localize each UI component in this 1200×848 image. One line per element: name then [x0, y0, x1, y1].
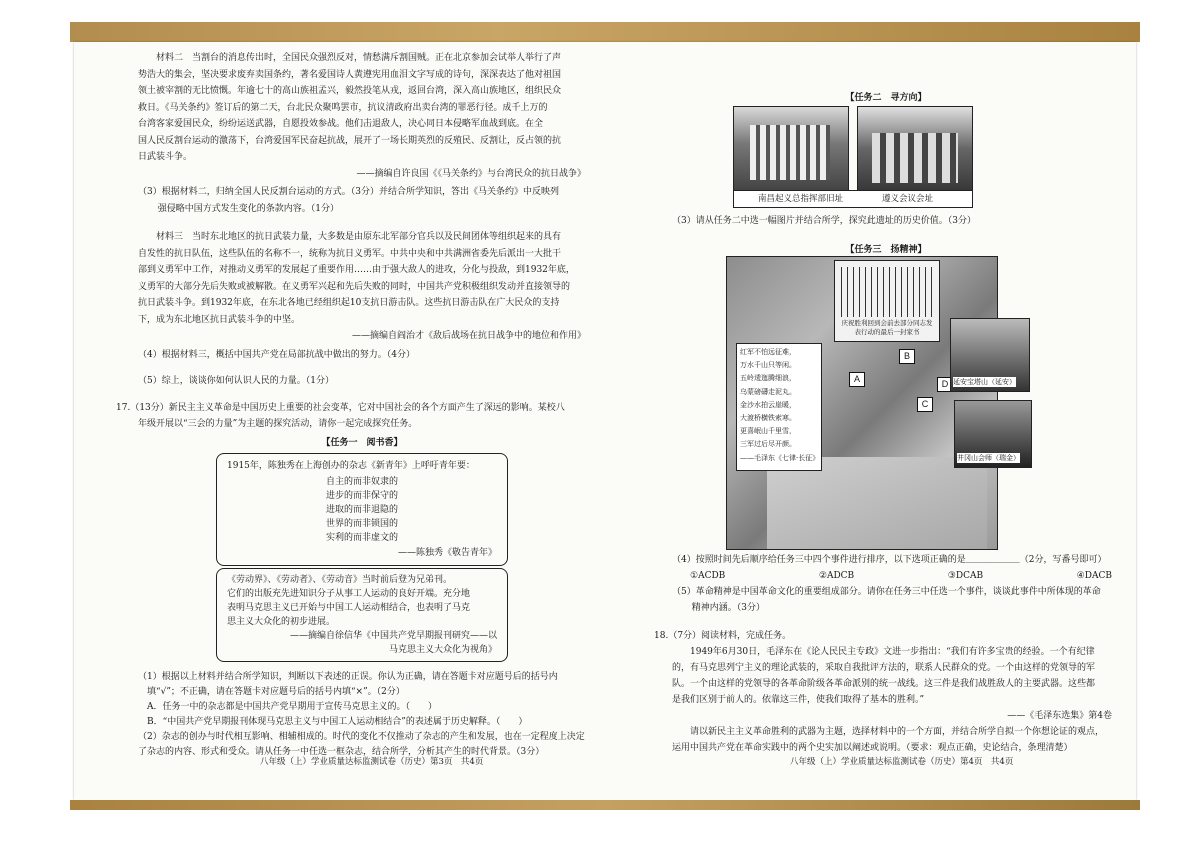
option-1[interactable]: ①ACDB — [690, 571, 726, 581]
question-5-right: （5）革命精神是中国革命文化的重要组成部分。请你在任务三中任选一个事件，谈谈此事件中所体现的革命 — [672, 587, 1101, 597]
question-4: （4）根据材料三，概括中国共产党在局部抗战中做出的努力。（4分） — [138, 349, 415, 360]
poem-line: 万水千山只等闲。 — [740, 361, 796, 370]
material-3-line: 义勇军的大部分先后失败或被解散。在义勇军兴起和先后失败的同时，中国共产党积极组织发动并直接领导的 — [138, 281, 571, 292]
material-2-line: 势浩大的集会，坚决要求废弃卖国条约，著名爱国诗人黄遵宪用血泪文字写成的诗句，深深表达了他对祖国 — [138, 69, 562, 80]
photo-caption: 南昌起义总指挥部旧址 — [758, 194, 844, 204]
right-page-footer: 八年级（上）学业质量达标监测试卷（历史）第4页 共4页 — [790, 757, 1014, 767]
question-18-task: 运用中国共产党在革命实践中的两个史实加以阐述或说明。（要求：观点正确，史论结合，条理清楚） — [672, 743, 1073, 753]
poem-line: 乌蒙磅礴走泥丸。 — [740, 387, 796, 396]
poem-line: 五岭逶迤腾细浪， — [740, 374, 796, 383]
desk-top-edge — [70, 22, 1140, 42]
question-line: A．任务一中的杂志都是中国共产党早期用于宣传马克思主义的。（ ） — [147, 702, 438, 712]
option-3[interactable]: ③DCAB — [947, 571, 984, 581]
material-18 — [672, 644, 1112, 724]
photo-zunyi-meeting-site — [857, 106, 973, 200]
photo-nanchang-uprising-hq — [733, 106, 849, 200]
question-18-task: 请以新民主主义革命胜利的武器为主题，选择材料中的一个方面，并结合所学自拟一个你想论证的观点， — [690, 727, 1105, 737]
material-18-line: 队。一个由这样的党领导的各革命阶级各革命派别的统一战线。这三件是我们战胜敌人的主要武器。这些都 — [672, 679, 1096, 689]
question-5: （5）综上，谈谈你如何认识人民的力量。（1分） — [138, 376, 334, 386]
left-page — [116, 50, 586, 760]
quote-source: ——陈独秀《敬告青年》 — [397, 547, 497, 558]
question-5-right: 精神内涵。（3分） — [691, 603, 766, 613]
map-marker-b: B — [899, 349, 915, 364]
quote-source: 马克思主义大众化为视角》 — [388, 645, 497, 655]
material-2-line: 台湾客家爱国民众，纷纷运送武器，自愿投效参战。他们击退敌人，决心同日本侵略军血战到底。在全 — [138, 119, 544, 129]
right-page-lower — [654, 552, 1112, 756]
poem-line: 更喜岷山千里雪， — [740, 427, 796, 436]
question-3 — [138, 184, 586, 217]
quote-line: 自主的而非奴隶的 — [325, 476, 398, 487]
task-3-title: 【任务三 扬精神】 — [845, 245, 927, 255]
quote-line: 进取的而非退隐的 — [325, 504, 398, 515]
photo-caption-bar — [733, 190, 973, 208]
quote-line: 《劳动界》、《劳动者》、《劳动音》当时前后登为兄弟刊。 — [227, 575, 453, 585]
question-17-1 — [138, 670, 586, 730]
question-line: B．“中国共产党早期报刊体现马克思主义与中国工人运动相结合”的表述属于历史解释。（ ） — [147, 717, 528, 727]
question-3-right: （3）请从任务二中选一幅图片并结合所学，探究此遗址的历史价值。（3分） — [672, 216, 976, 226]
family-letter-document — [834, 260, 940, 342]
quote-line: 实利的而非虚文的 — [325, 532, 398, 543]
material-3-source: ——摘编自阎治才《敌后战场在抗日战争中的地位和作用》 — [351, 331, 586, 341]
photo-jinggangshan-meeting — [954, 400, 1032, 468]
question-line: 了杂志的内容、形式和受众。请从任务一中任选一框杂志，结合所学，分析其产生的时代背景。（3分） — [138, 747, 545, 757]
answer-options — [672, 568, 1112, 584]
poem-line: 三军过后尽开颜。 — [740, 440, 796, 449]
photo-yanan-pagoda — [950, 318, 1030, 392]
material-18-line: 1949年6月30日，毛泽东在《论人民民主专政》文进一步指出：“我们有许多宝贵的经验。一个有纪律 — [690, 647, 1095, 657]
quote-line: 思主义大众化的初步进展。 — [227, 617, 336, 627]
material-3-line: 自发性的抗日队伍，这些队伍的名称不一，统称为抗日义勇军。中共中央和中共满洲省委先后派出一大批干 — [138, 248, 562, 259]
material-2-line: 救日。《马关条约》签订后的第二天，台北民众聚鸣罢市，抗议清政府出卖台湾的罪恶行径。成千上万的 — [138, 102, 548, 113]
material-2 — [138, 50, 586, 182]
quote-box-head: 1915年，陈独秀在上海创办的杂志《新青年》上呼吁青年要： — [227, 461, 475, 471]
question-line: （1）根据以上材料并结合所学知识，判断以下表述的正误。你认为正确，请在答题卡对应题号后的括号内 — [138, 672, 558, 682]
poem-line: 红军不怕远征难， — [740, 348, 796, 356]
task-1-title: 【任务一 阅书香】 — [321, 437, 403, 448]
building-facade-graphic — [872, 133, 958, 183]
material-18-line: 是我们区别于前人的。依靠这三件，使我们取得了基本的胜利。” — [672, 695, 925, 705]
option-2[interactable]: ②ADCB — [818, 571, 855, 581]
question-line: （3）根据材料二，归纳全国人民反割台运动的方式。（3分）并结合所学知识，答出《马关条约》中反映列 — [138, 187, 559, 197]
material-2-line: 领土被宰割的无比愤慨。年逾七十的高山族祖孟兴，毅然投笔从戎，返回台湾，深入高山族地区，组织民众 — [138, 86, 562, 96]
map-marker-a: A — [849, 372, 865, 387]
quote-line: 表明马克思主义已开始与中国工人运动相结合，也表明了马克 — [227, 603, 471, 613]
material-18-source: ——《毛泽东选集》第4卷 — [1007, 711, 1112, 721]
material-2-line: 日武装斗争。 — [138, 152, 193, 162]
question-17 — [116, 400, 586, 433]
quote-box-new-youth — [216, 453, 508, 566]
quote-line: 世界的而非锁国的 — [325, 518, 398, 529]
desk-bottom-edge — [70, 800, 1140, 810]
left-page-footer: 八年级（上）学业质量达标监测试卷（历史）第3页 共4页 — [260, 757, 484, 767]
option-4[interactable]: ④DACB — [1076, 571, 1112, 581]
material-18-line: 的，有马克思列宁主义的理论武装的，采取自我批评方法的，联系人民群众的党。一个由这样的党领导的军 — [672, 663, 1096, 673]
handwriting-graphic — [841, 267, 933, 317]
photo-caption: 延安宝塔山（延安） — [953, 378, 1016, 386]
material-2-line: 材料二 当割台的消息传出时，全国民众强烈反对，情愁满斥割国贼。正在北京参加会试举人举行了声 — [156, 53, 562, 63]
material-2-source: ——摘编自许良国《《马关条约》与台湾民众的抗日战争》 — [356, 168, 586, 179]
document-caption: 庆祝胜利回到会前去部分同志发表行动的最后一封家书 — [841, 319, 933, 336]
long-march-poem-box — [736, 343, 822, 471]
photo-caption: 遵义会议会址 — [882, 194, 934, 204]
quote-line: 进步的而非保守的 — [325, 490, 398, 501]
question-17-line: 年级开展以“三会的力量”为主题的探究活动，请你一起完成探究任务。 — [138, 419, 418, 429]
map-marker-d: D — [937, 377, 953, 392]
question-17-line: 17.（13分）新民主主义革命是中国历史上重要的社会变革，它对中国社会的各个方面产生了深远的影响。某校八 — [116, 402, 565, 413]
quote-source: ——摘编自徐信华《中国共产党早期报刊研究——以 — [289, 631, 497, 641]
building-facade-graphic — [750, 125, 830, 180]
poem-line: ——毛泽东《七律·长征》 — [740, 453, 820, 462]
photo-caption: 井冈山会师（瑞金） — [957, 454, 1020, 462]
material-3-line: 材料三 当时东北地区的抗日武装力量，大多数是由原东北军部分官兵以及民间团体等组织起来的具有 — [156, 232, 562, 242]
quote-line: 它们的出版充先进知识分子从事工人运动的良好开端。充分地 — [227, 589, 471, 599]
question-line: 填“√”；不正确，请在答题卡对应题号后的括号内填“×”。（2分） — [147, 687, 405, 697]
quote-box-labor-journals — [216, 568, 508, 662]
material-3-line: 下，成为东北地区抗日武装斗争的中坚。 — [138, 314, 301, 325]
question-line: （2）杂志的创办与时代相互影响、相辅相成的。时代的变化不仅推动了杂志的产生和发展，也在一定程度上决定 — [138, 732, 585, 742]
question-line: 强侵略中国方式发生变化的条款内容。（1分） — [157, 203, 340, 214]
poem-line: 大渡桥横铁索寒。 — [740, 414, 796, 423]
material-3 — [138, 229, 586, 345]
material-3-line: 抗日武装斗争。到1932年底，在东北各地已经组织起10支抗日游击队。这些抗日游击队在广大民众的支持 — [138, 298, 560, 308]
question-18: 18.（7分）阅读材料，完成任务。 — [654, 631, 792, 641]
question-4-right: （4）按照时间先后顺序给任务三中四个事件进行排序，以下选项正确的是＿＿＿＿＿＿（2分，写番号即可） — [672, 555, 1107, 565]
material-3-line: 部到义勇军中工作，对推动义勇军的发展起了重要作用……由于强大敌人的进攻，分化与投敌，到1932年底， — [138, 265, 575, 275]
map-marker-c: C — [917, 397, 933, 412]
task-2-title: 【任务二 寻方向】 — [845, 93, 927, 103]
material-2-line: 国人民反割台运动的激荡下，台湾爱国军民奋起抗战，展开了一场长期英烈的反殖民、反割让，反占领的抗 — [138, 135, 562, 146]
poem-line: 金沙水拍云崖暖， — [740, 400, 796, 409]
